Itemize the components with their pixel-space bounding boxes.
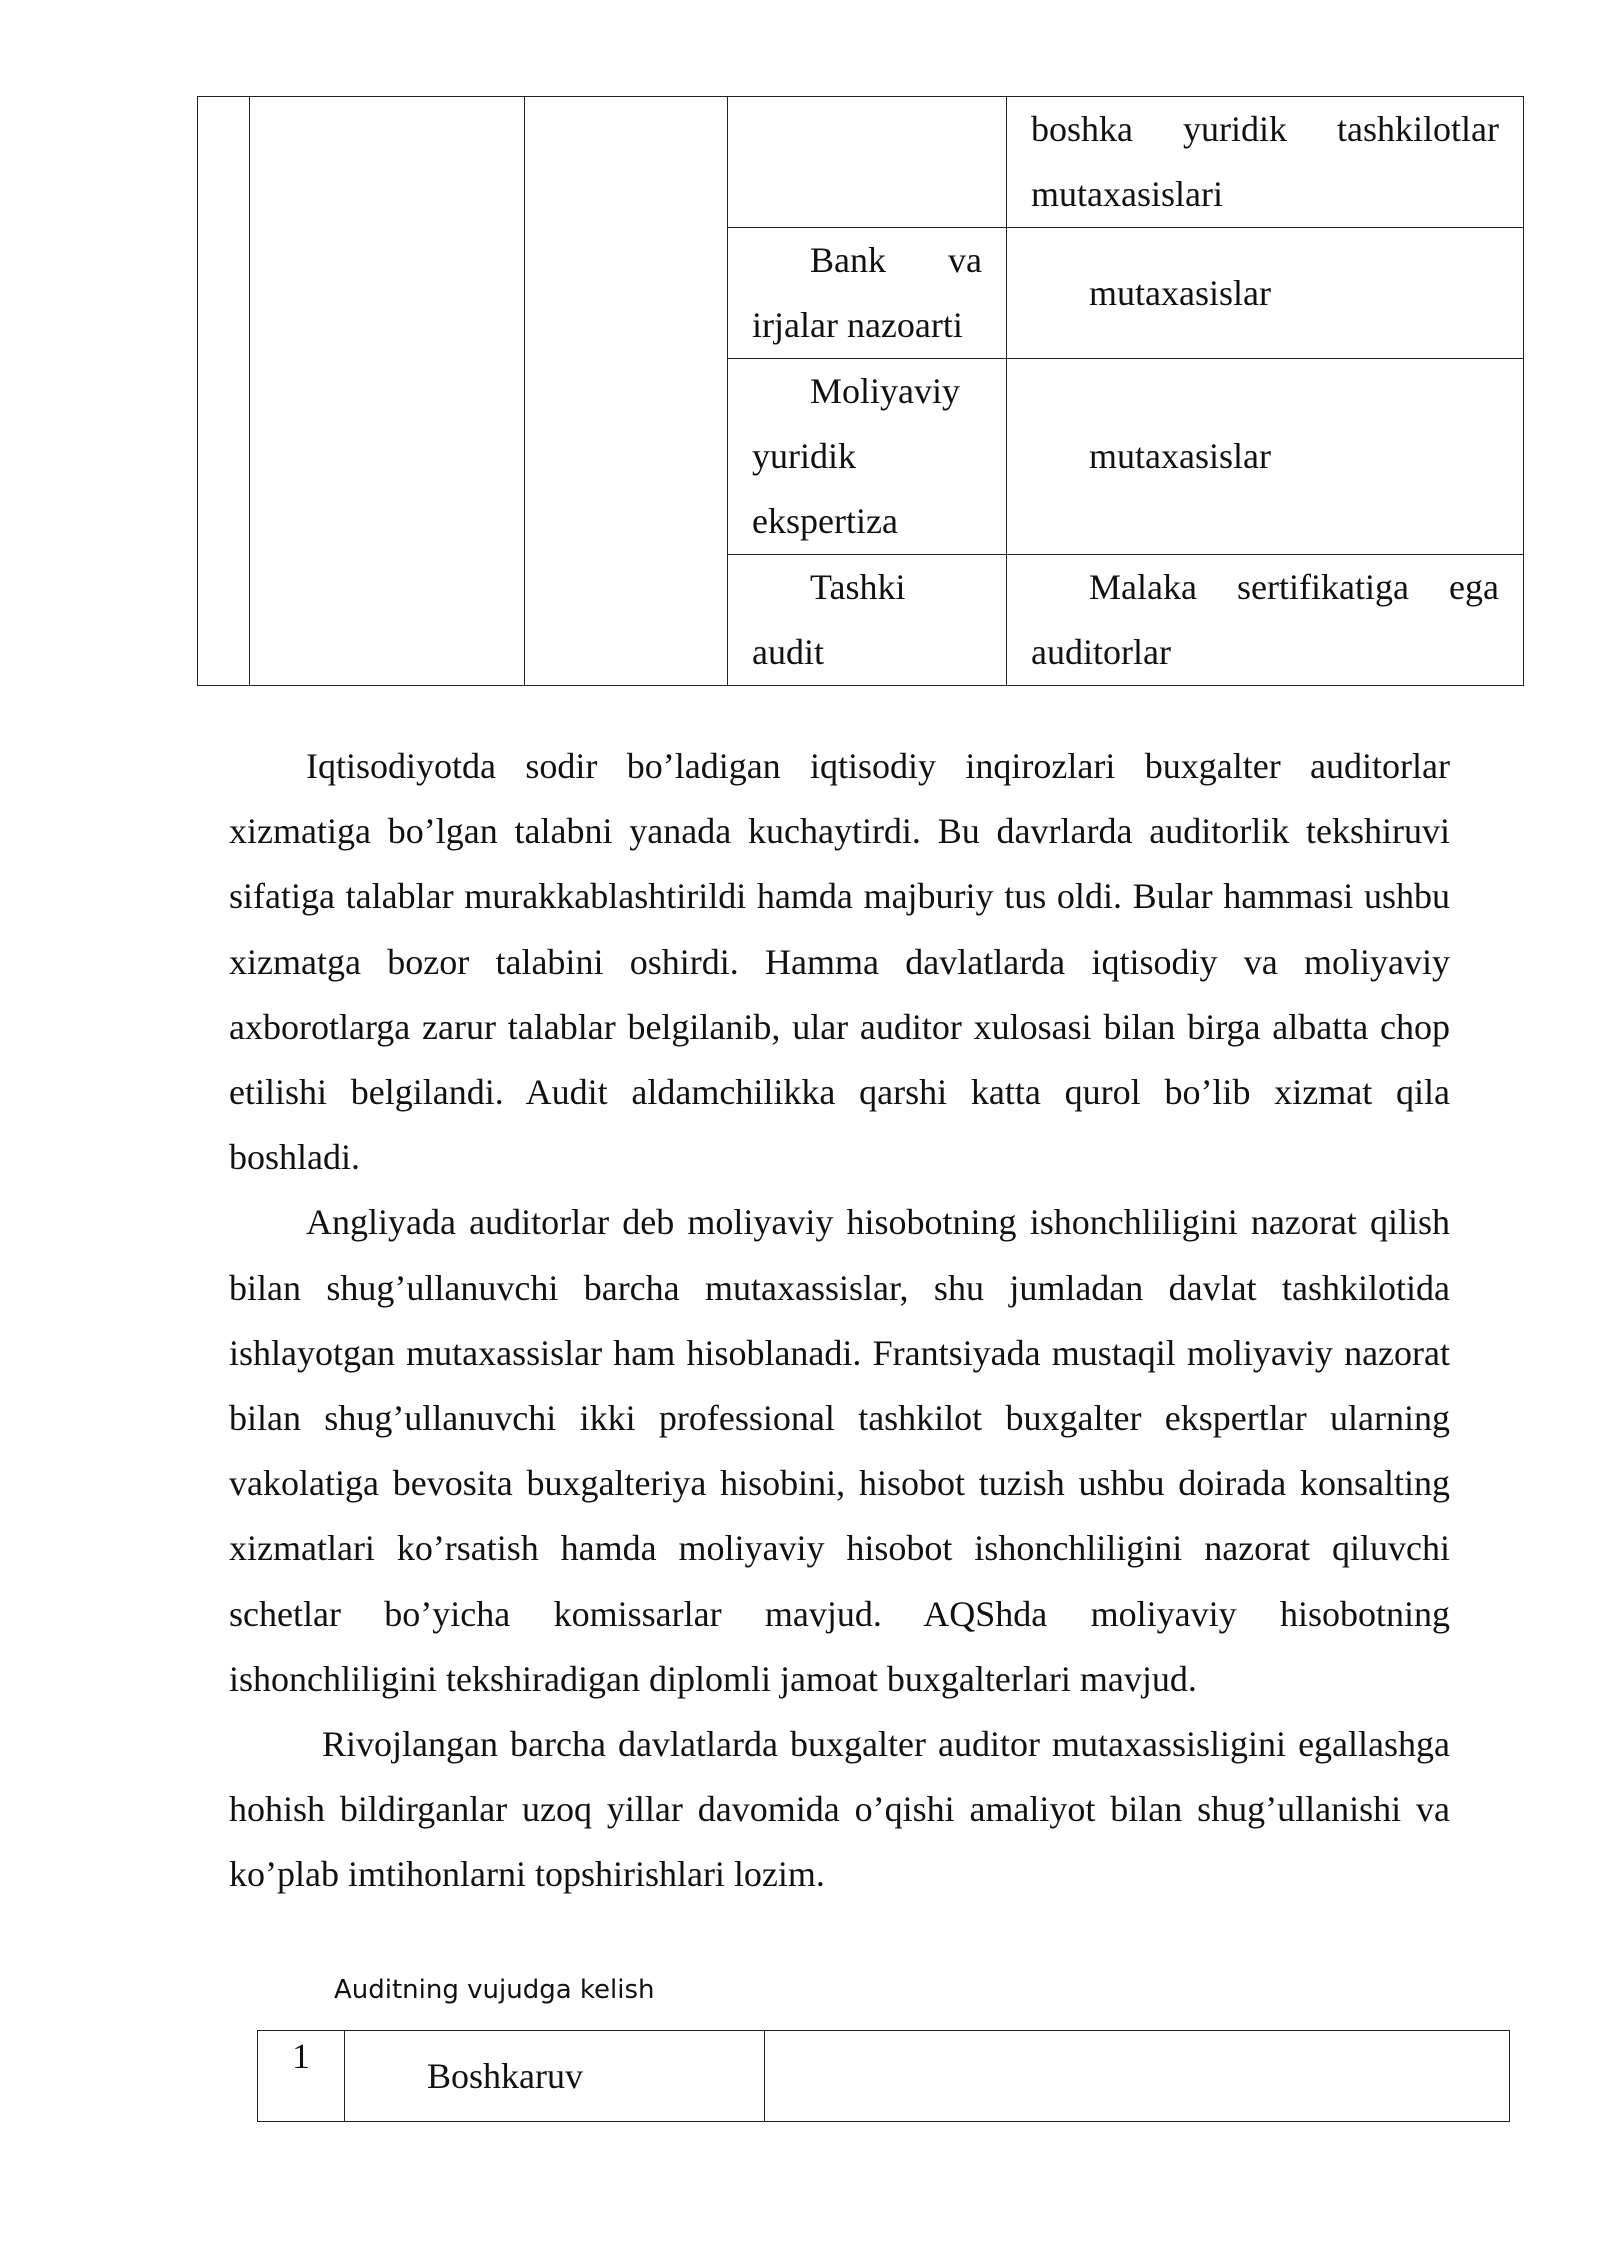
paragraph: Rivojlangan barcha davlatlarda buxgalter auditor mutaxassisligini egallashga hohish bildirganlar uzoq yillar davomida o’qishi amaliyot bilan shug’ullanishi va ko’plab imtihonlarni topshirishlari lozim. — [229, 1724, 1450, 1895]
cell-line: mutaxasislari — [1031, 174, 1223, 214]
table-cell-d — [728, 359, 1007, 555]
cell-line: mutaxasislar — [1089, 436, 1271, 476]
table-cell-d — [728, 97, 1007, 228]
table-cell-d — [728, 555, 1007, 686]
table-row — [198, 97, 1524, 228]
table-cell-e — [1007, 555, 1524, 686]
cell-line: auditorlar — [1031, 632, 1171, 672]
table-cell-a — [198, 97, 250, 686]
table-cell-b — [250, 97, 525, 686]
cell-line: Tashki — [810, 567, 906, 607]
top-table — [197, 96, 1524, 686]
bottom-table — [257, 2030, 1510, 2122]
row-number-text: 1 — [292, 2036, 310, 2076]
row-label — [345, 2031, 765, 2122]
cell-line: Malaka sertifikatiga ega — [1089, 567, 1499, 607]
table-cell-c — [525, 97, 728, 686]
empty-cell — [765, 2031, 1510, 2122]
table-cell-e — [1007, 228, 1524, 359]
body-text — [229, 734, 1450, 1908]
cell-line: Moliyaviy — [810, 371, 960, 411]
cell-line: audit — [752, 632, 824, 672]
table-cell-e — [1007, 97, 1524, 228]
table-cell-e — [1007, 359, 1524, 555]
cell-line: boshka yuridik tashkilotlar — [1031, 109, 1499, 149]
table-caption: Auditning vujudga kelish — [334, 1975, 655, 2005]
table-row — [258, 2031, 1510, 2122]
row-label-text: Boshkaruv — [427, 2056, 583, 2096]
cell-line: mutaxasislar — [1089, 272, 1271, 313]
cell-line: Bank va — [810, 240, 982, 280]
paragraph: Iqtisodiyotda sodir bo’ladigan iqtisodiy inqirozlari buxgalter auditorlar xizmatiga bo’lgan talabni yanada kuchaytirdi. Bu davrlarda auditorlik tekshiruvi sifatiga talablar murakkablashtirildi hamda majburiy tus oldi. Bular hammasi ushbu xizmatga bozor talabini oshirdi. Hamma davlatlarda iqtisodiy va moliyaviy axborotlarga zarur talablar belgilanib, ular auditor xulosasi bilan birga albatta chop etilishi belgilandi. Audit aldamchilikka qarshi katta qurol bo’lib xizmat qila boshladi. — [229, 746, 1450, 1178]
row-number — [258, 2031, 345, 2122]
cell-line: yuridik — [752, 436, 856, 476]
table-cell-d — [728, 228, 1007, 359]
paragraph: Angliyada auditorlar deb moliyaviy hisobotning ishonchliligini nazorat qilish bilan shug’ullanuvchi barcha mutaxassislar, shu jumladan davlat tashkilotida ishlayotgan mutaxassislar ham hisoblanadi. Frantsiyada mustaqil moliyaviy nazorat bilan shug’ullanuvchi ikki professional tashkilot buxgalter ekspertlar ularning vakolatiga bevosita buxgalteriya hisobini, hisobot tuzish ushbu doirada konsalting xizmatlari ko’rsatish hamda moliyaviy hisobot ishonchliligini nazorat qiluvchi schetlar bo’yicha komissarlar mavjud. AQShda moliyaviy hisobotning ishonchliligini tekshiradigan diplomli jamoat buxgalterlari mavjud. — [229, 1202, 1450, 1699]
cell-line: irjalar nazoarti — [752, 305, 963, 345]
cell-line: ekspertiza — [752, 501, 898, 541]
